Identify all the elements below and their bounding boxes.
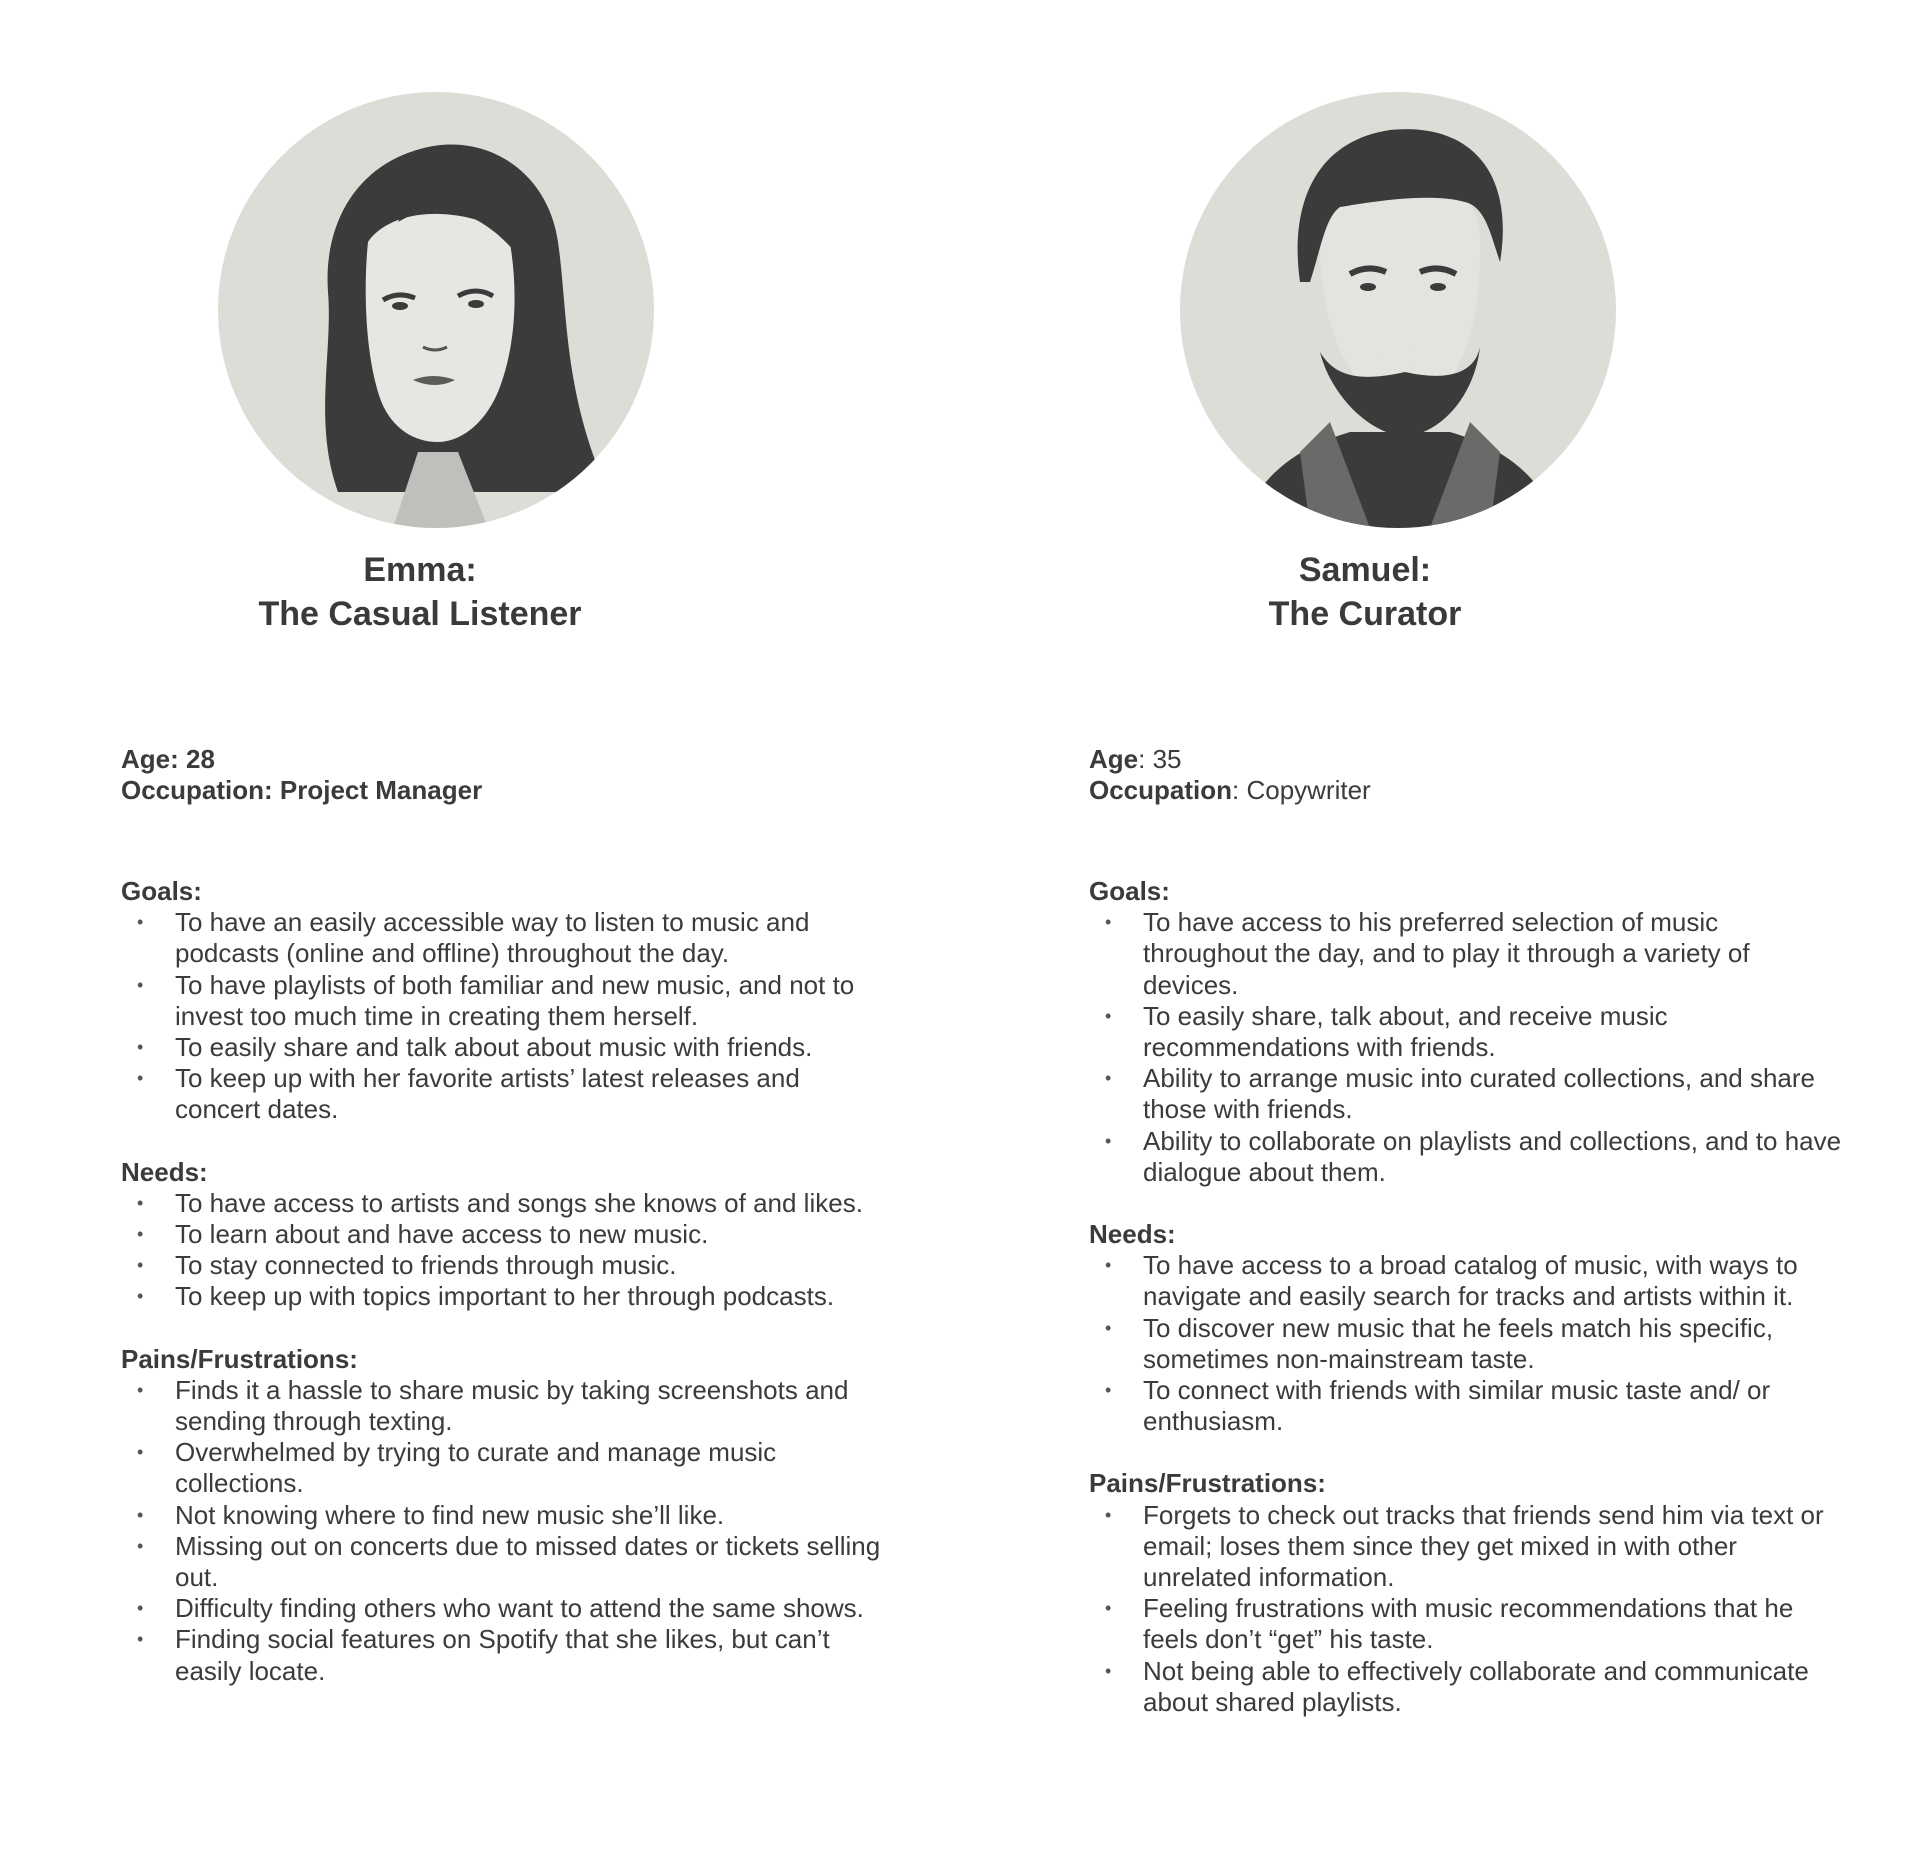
persona-info-emma	[121, 744, 482, 806]
needs-heading: Needs:	[1089, 1219, 1176, 1250]
occupation-label: Occupation	[1089, 775, 1233, 805]
occupation-label: Occupation:	[121, 775, 273, 805]
persona-details-emma	[121, 876, 881, 1718]
samuel-portrait-icon	[1180, 92, 1616, 528]
list-item: • Finds it a hassle to share music by taking screenshots and sending through texting.	[121, 1375, 881, 1437]
list-item: • Not being able to effectively collaborate and communicate about shared playlists.	[1089, 1656, 1849, 1718]
list-item: • Overwhelmed by trying to curate and manage music collections.	[121, 1437, 881, 1499]
age-value: : 35	[1138, 744, 1182, 774]
persona-name: Samuel:	[1298, 551, 1432, 589]
goals-list	[1089, 907, 1849, 1188]
persona-name: Emma:	[363, 551, 477, 589]
list-item: • To easily share and talk about about music with friends.	[121, 1032, 881, 1063]
avatar-samuel	[1180, 92, 1616, 528]
avatar-emma	[218, 92, 654, 528]
needs-section	[121, 1157, 881, 1313]
goals-section	[1089, 876, 1849, 1188]
list-item: • To easily share, talk about, and receive music recommendations with friends.	[1089, 1001, 1849, 1063]
list-item: • To keep up with topics important to her through podcasts.	[121, 1281, 881, 1312]
age-label: Age	[1089, 744, 1139, 774]
list-item: • To have playlists of both familiar and new music, and not to invest too much time in creating them herself.	[121, 970, 881, 1032]
list-item: • To discover new music that he feels match his specific, sometimes non-mainstream taste.	[1089, 1313, 1849, 1375]
pains-section	[121, 1344, 881, 1687]
list-item: • To keep up with her favorite artists’ latest releases and concert dates.	[121, 1063, 881, 1125]
persona-info-samuel	[1089, 744, 1371, 806]
pains-heading: Pains/Frustrations:	[121, 1343, 358, 1374]
goals-section	[121, 876, 881, 1126]
pains-list	[1089, 1500, 1849, 1718]
goals-heading: Goals:	[1089, 876, 1170, 906]
list-item: • Ability to arrange music into curated collections, and share those with friends.	[1089, 1063, 1849, 1125]
age-row	[121, 744, 482, 775]
occupation-value: Project Manager	[279, 775, 483, 805]
persona-archetype: The Curator	[1268, 595, 1462, 633]
age-row	[1089, 744, 1371, 775]
list-item: • To have access to artists and songs she knows of and likes.	[121, 1188, 881, 1219]
occupation-row	[1089, 775, 1371, 806]
pains-list	[121, 1375, 881, 1687]
list-item: • To learn about and have access to new music.	[121, 1219, 881, 1250]
list-item: • Missing out on concerts due to missed dates or tickets selling out.	[121, 1531, 881, 1593]
list-item: • Feeling frustrations with music recommendations that he feels don’t “get” his taste.	[1089, 1593, 1849, 1655]
list-item: • To stay connected to friends through music.	[121, 1250, 881, 1281]
persona-details-samuel	[1089, 876, 1849, 1749]
list-item: • Forgets to check out tracks that friends send him via text or email; loses them since they get mixed in with other unrelated information.	[1089, 1500, 1849, 1594]
needs-list	[1089, 1250, 1849, 1437]
needs-section	[1089, 1219, 1849, 1437]
list-item: • Ability to collaborate on playlists and collections, and to have dialogue about them.	[1089, 1126, 1849, 1188]
age-label: Age:	[121, 744, 179, 774]
needs-heading: Needs:	[121, 1156, 208, 1187]
emma-portrait-icon	[218, 92, 654, 528]
pains-heading: Pains/Frustrations:	[1089, 1468, 1326, 1499]
list-item: • Finding social features on Spotify that she likes, but can’t easily locate.	[121, 1624, 881, 1686]
list-item: • Difficulty finding others who want to attend the same shows.	[121, 1593, 881, 1624]
goals-list	[121, 907, 881, 1125]
list-item: • To have an easily accessible way to listen to music and podcasts (online and offline) throughout the day.	[121, 907, 881, 969]
age-value: 28	[186, 744, 215, 774]
persona-archetype: The Casual Listener	[258, 595, 582, 633]
persona-title-samuel	[405, 548, 1920, 636]
list-item: • To have access to his preferred selection of music throughout the day, and to play it through a variety of devices.	[1089, 907, 1849, 1001]
occupation-row	[121, 775, 482, 806]
pains-section	[1089, 1468, 1849, 1718]
list-item: • Not knowing where to find new music she’ll like.	[121, 1500, 881, 1531]
needs-list	[121, 1188, 881, 1313]
goals-heading: Goals:	[121, 876, 202, 906]
list-item: • To connect with friends with similar music taste and/ or enthusiasm.	[1089, 1375, 1849, 1437]
occupation-value: : Copywriter	[1232, 775, 1371, 805]
list-item: • To have access to a broad catalog of music, with ways to navigate and easily search for tracks and artists within it.	[1089, 1250, 1849, 1312]
